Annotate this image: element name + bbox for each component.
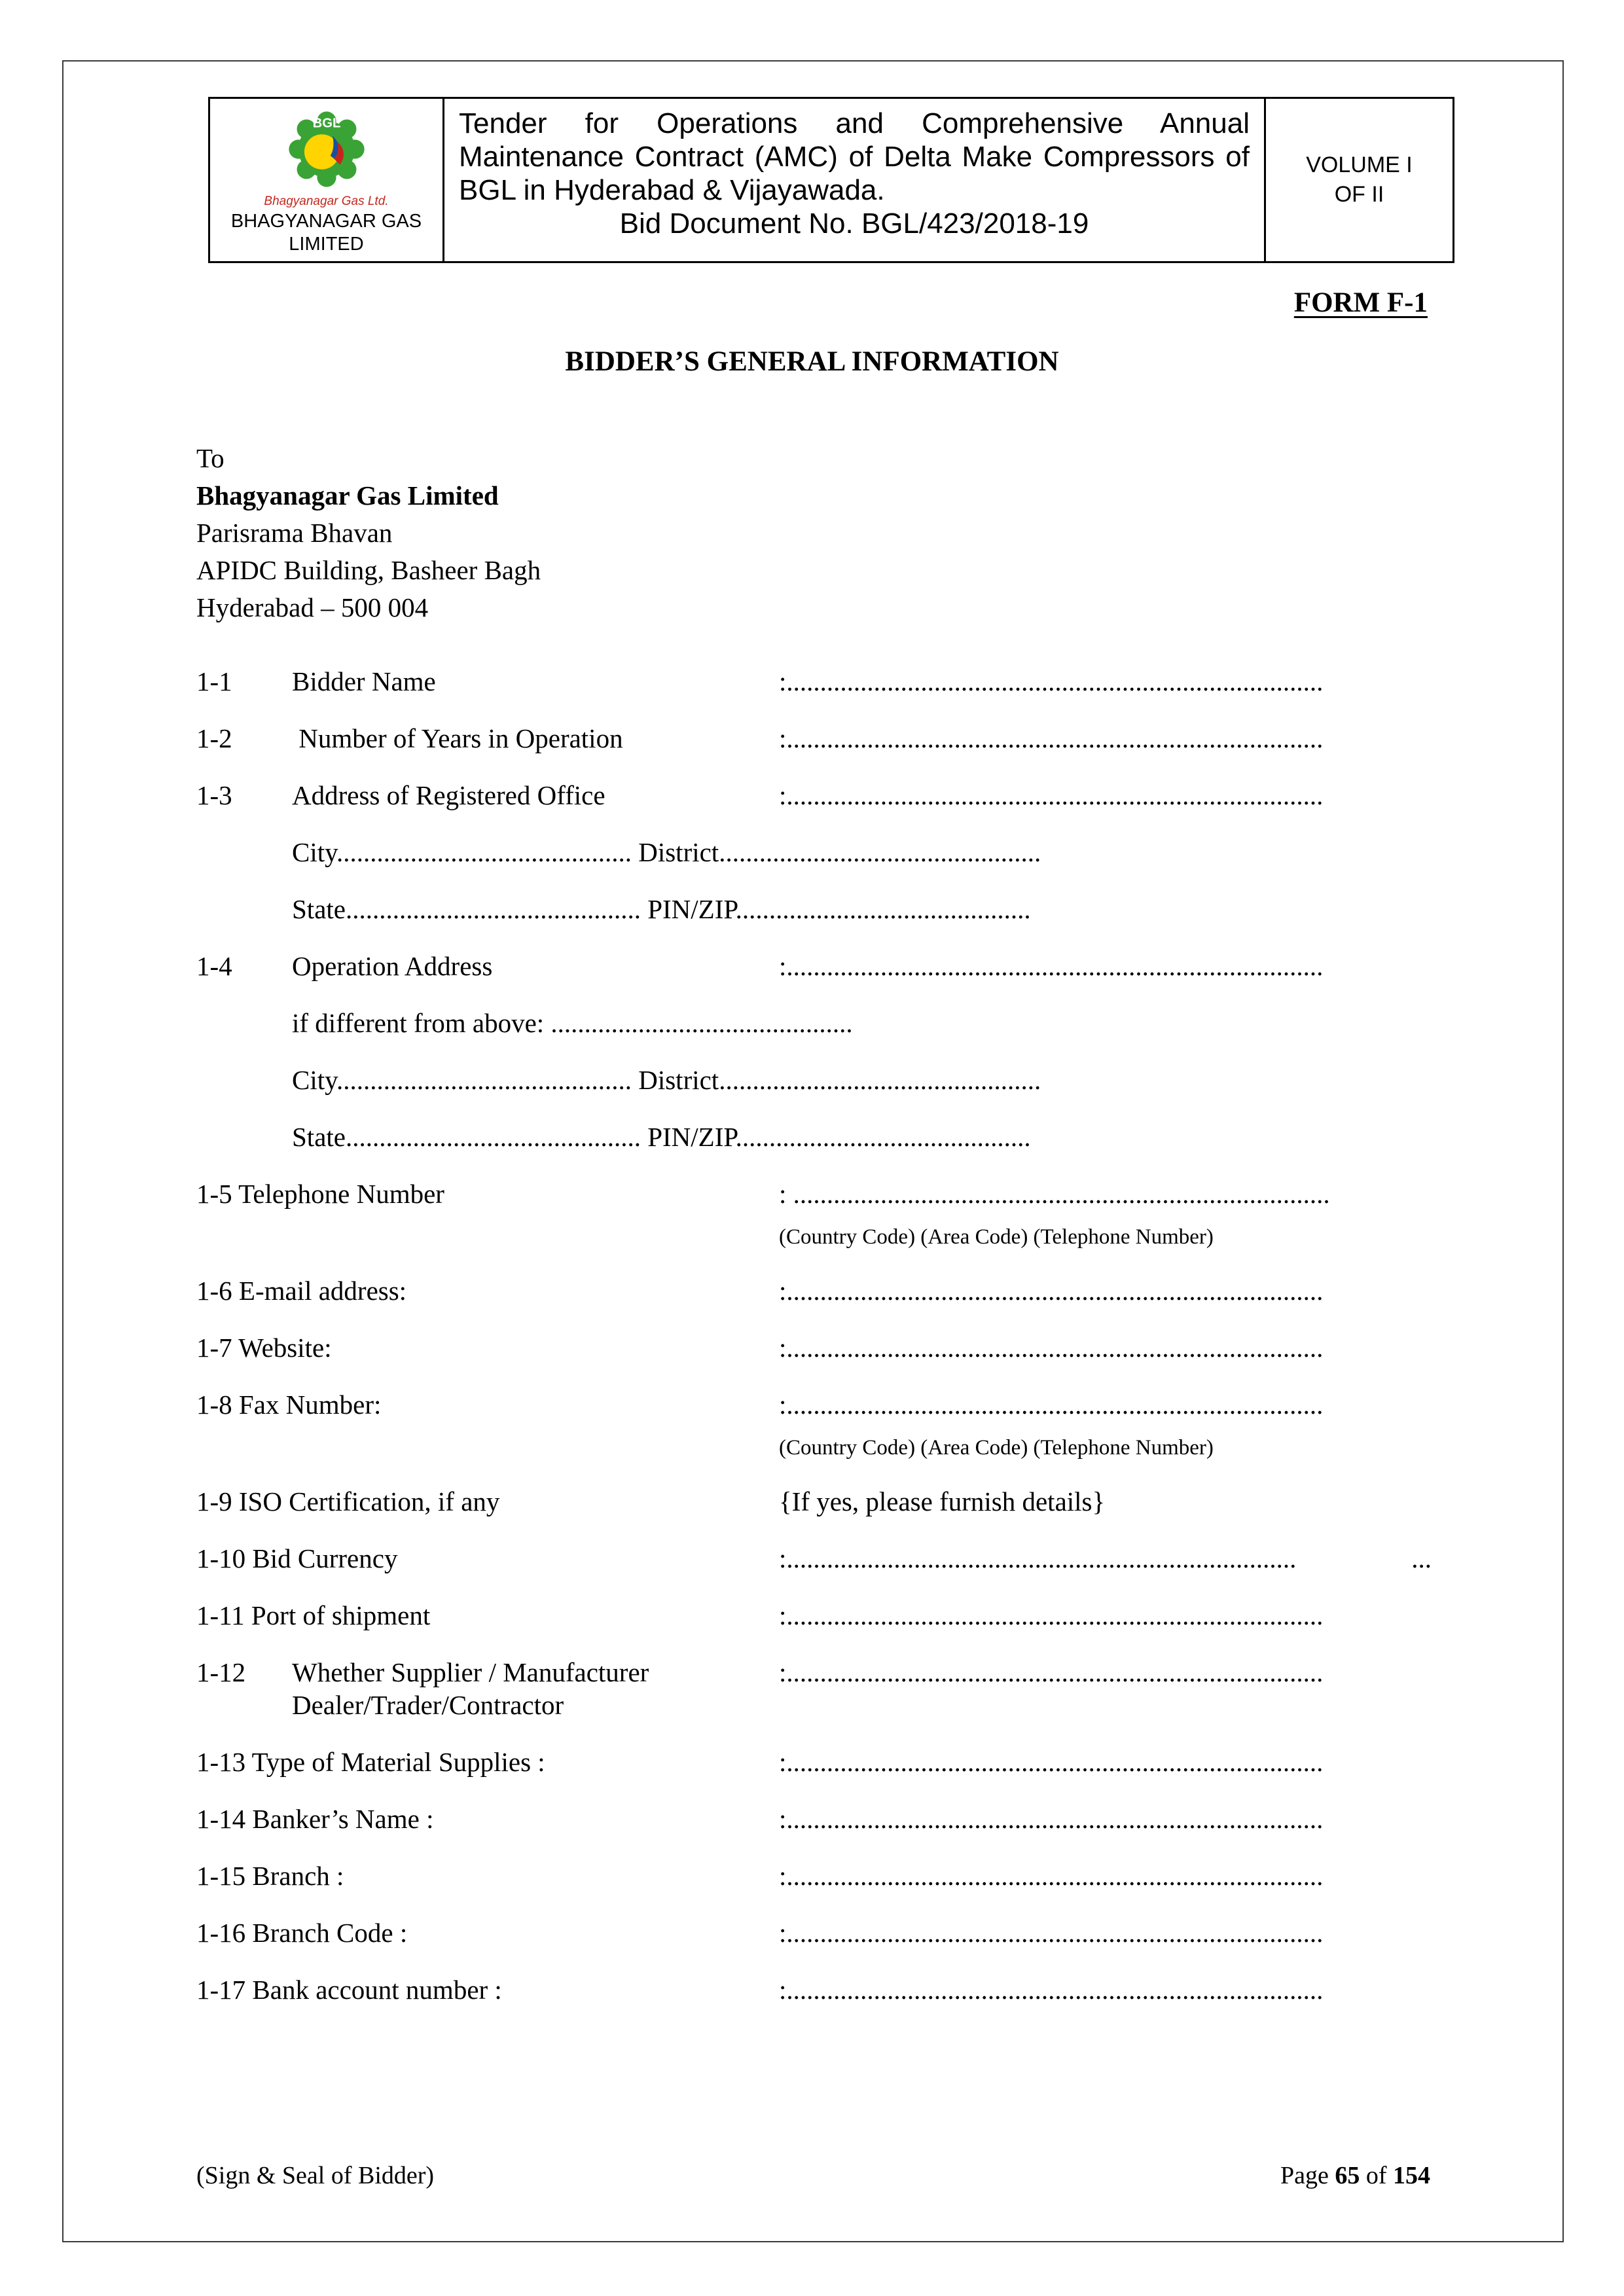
form-field-row [196,1485,1432,1518]
volume-line2: OF II [1334,182,1384,207]
logo-cell [210,99,444,261]
volume-cell [1264,99,1453,261]
field-value: :................................................................................ [779,780,1324,810]
page-total: 154 [1393,2162,1430,2189]
field-left [196,1177,779,1210]
field-left [196,1973,779,2006]
field-value: :................................................................................ [779,1861,1324,1891]
field-value: {If yes, please furnish details} [779,1486,1106,1516]
field-left [196,1274,779,1307]
form-field-row [196,722,1432,755]
field-value: :................................................................................ [779,723,1324,753]
page-indicator [1280,2160,1430,2191]
form-field-row [196,1599,1432,1632]
letter-address-block [196,440,541,626]
company-name-line2: LIMITED [289,234,364,255]
form-field-row [196,1746,1432,1778]
field-value: :................................................................................ [779,1747,1324,1777]
field-label: 1-10 Bid Currency [196,1543,398,1573]
form-note-line [196,1224,1432,1250]
field-value: :................................................................................ [779,1600,1324,1630]
tender-title: Tender for Operations and Comprehensive Annual Maintenance Contract (AMC) of Delta Make Compressors of BGL in Hyderabad & Vijayawada. [459,107,1250,206]
field-label: 1-16 Branch Code : [196,1918,408,1948]
logo-tagline: Bhagyanagar Gas Ltd. [264,194,389,208]
field-value: : ................................................................................ [779,1179,1330,1209]
form-rows [196,665,1432,2030]
field-value: :................................................................................ [779,1276,1324,1306]
letter-address-line1: Parisrama Bhavan [196,518,393,548]
field-value: :................................................................................ [779,1918,1324,1948]
field-left [196,1859,779,1892]
field-sub-text: State............................................ PIN/ZIP............................................ [292,1122,1031,1152]
form-field-row [196,1656,1432,1721]
field-number: 1-12 [196,1657,246,1687]
company-name [231,210,422,256]
field-left [196,1485,779,1518]
field-number: 1-2 [196,723,232,753]
letter-recipient: Bhagyanagar Gas Limited [196,480,499,511]
field-left [196,1916,779,1949]
page-label: Page [1280,2162,1335,2189]
field-left [196,1656,779,1721]
form-field-row [196,1331,1432,1364]
form-field-row [196,665,1432,698]
sign-seal-note: (Sign & Seal of Bidder) [196,2162,435,2189]
field-value: :................................................................................ [779,666,1324,696]
field-left [196,1542,779,1575]
field-left [196,950,779,982]
page-footer [196,2160,1430,2191]
field-sub-text: City............................................ District................................................ [292,1065,1041,1095]
field-sub-text: if different from above: ............................................. [292,1008,853,1038]
letter-salutation: To [196,443,225,473]
field-value: :................................................................................ [779,1804,1324,1834]
field-label: Whether Supplier / Manufacturer Dealer/Trader/Contractor [292,1657,649,1720]
field-note-text: (Country Code) (Area Code) (Telephone Number) [779,1225,1214,1249]
field-value: :................................................................................ [779,1390,1324,1420]
form-field-row [196,1388,1432,1421]
form-field-row [196,1859,1432,1892]
field-left [196,1599,779,1632]
field-value: :................................................................................ [779,1333,1324,1363]
field-number: 1-4 [196,951,232,981]
title-cell [444,99,1264,261]
logo-acronym: BGL [312,116,340,131]
field-value: :................................................................................ [779,951,1324,981]
form-sub-line [196,893,1432,925]
field-left [196,665,779,698]
field-label: 1-14 Banker’s Name : [196,1804,434,1834]
company-name-line1: BHAGYANAGAR GAS [230,211,422,232]
field-left [196,1803,779,1835]
form-number: FORM F-1 [1293,287,1428,318]
form-sub-line [196,1007,1432,1039]
field-left [196,1746,779,1778]
field-sub-text: State............................................ PIN/ZIP............................................ [292,894,1031,924]
field-left [196,1388,779,1421]
form-field-row [196,1274,1432,1307]
form-sub-line [196,836,1432,869]
field-number: 1-1 [196,666,232,696]
form-field-row [196,1177,1432,1210]
company-logo [281,104,372,194]
field-label: Bidder Name [292,666,436,696]
page-current: 65 [1335,2162,1360,2189]
form-sub-line [196,1064,1432,1096]
field-left [196,779,779,812]
field-label-line2: Dealer/Trader/Contractor [292,1690,564,1720]
field-label: 1-6 E-mail address: [196,1276,407,1306]
of-label: of [1360,2162,1393,2189]
form-field-row [196,1803,1432,1835]
field-number: 1-3 [196,780,232,810]
field-label: 1-9 ISO Certification, if any [196,1486,500,1516]
bid-document-number: Bid Document No. BGL/423/2018-19 [619,207,1089,240]
letter-address-line3: Hyderabad – 500 004 [196,592,429,622]
form-field-row [196,950,1432,982]
field-note-text: (Country Code) (Area Code) (Telephone Number) [779,1436,1214,1460]
field-label: 1-8 Fax Number: [196,1390,382,1420]
field-sub-text: City............................................ District................................................ [292,837,1041,867]
field-value: :................................................................................ [779,1657,1324,1687]
field-label: 1-7 Website: [196,1333,332,1363]
field-label: Address of Registered Office [292,780,605,810]
field-value: :................................................................................ [779,1975,1324,2005]
form-sub-line [196,1121,1432,1153]
letter-address-line2: APIDC Building, Basheer Bagh [196,555,541,585]
form-field-row [196,1916,1432,1949]
field-value-trail: ... [1411,1543,1432,1573]
form-field-row [196,1542,1432,1575]
field-label: 1-15 Branch : [196,1861,344,1891]
field-label: 1-17 Bank account number : [196,1975,502,2005]
field-left [196,722,779,755]
form-field-row [196,1973,1432,2006]
form-title: BIDDER’S GENERAL INFORMATION [565,346,1059,377]
field-value: :............................................................................ [779,1543,1297,1573]
field-label: 1-13 Type of Material Supplies : [196,1747,545,1777]
field-left [196,1331,779,1364]
volume-line1: VOLUME I [1306,152,1413,177]
field-label: Number of Years in Operation [292,723,623,753]
field-label: 1-5 Telephone Number [196,1179,444,1209]
header-table [208,97,1454,263]
field-label: 1-11 Port of shipment [196,1600,431,1630]
field-label: Operation Address [292,951,493,981]
form-note-line [196,1435,1432,1461]
form-field-row [196,779,1432,812]
